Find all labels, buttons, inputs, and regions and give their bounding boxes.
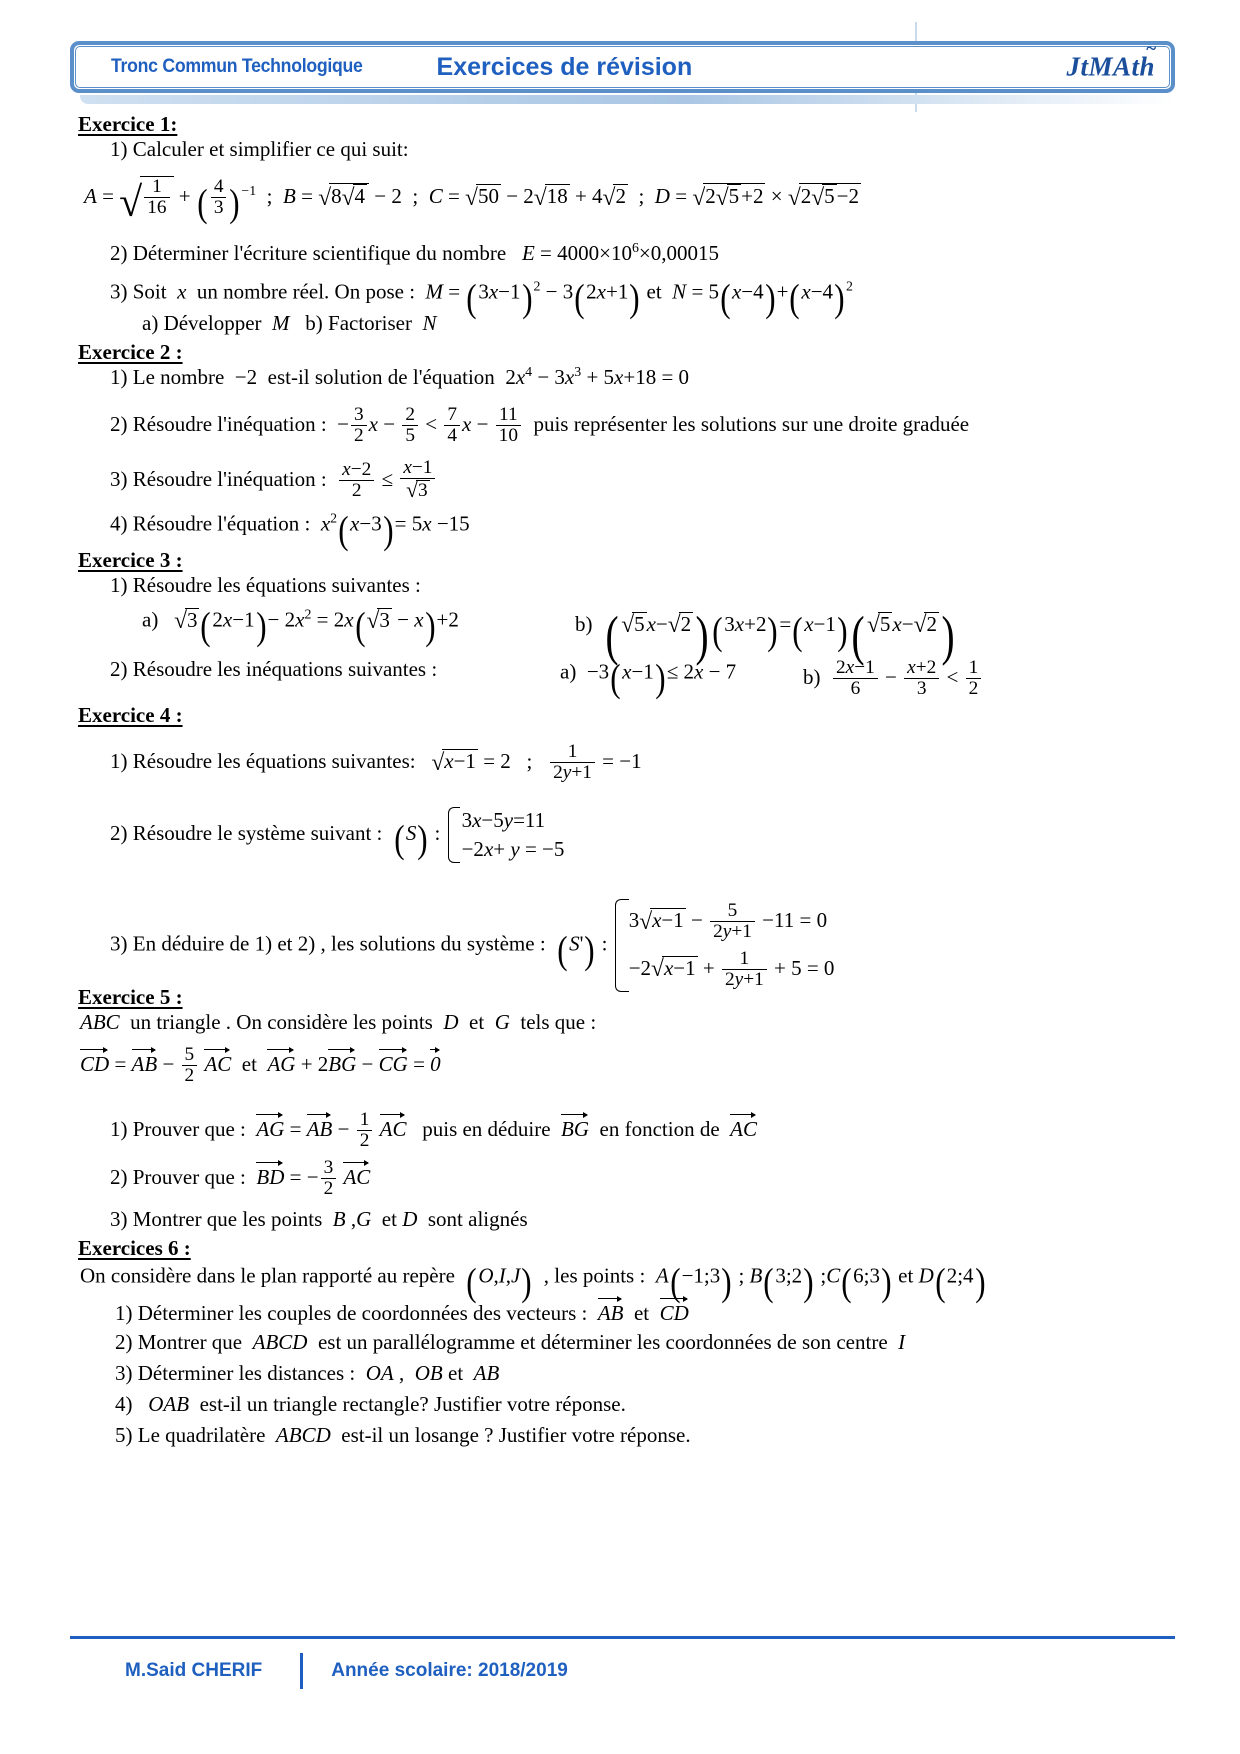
ex5-eq-et: et bbox=[241, 1052, 257, 1077]
exercice-1-title: Exercice 1: bbox=[78, 112, 178, 136]
ex3-item-2b-label: b) bbox=[803, 665, 821, 690]
ex3-item-1b-label: b) bbox=[575, 612, 593, 637]
exercice-3-title: Exercice 3 : bbox=[78, 548, 183, 572]
ex5-intro-a: un triangle . On considère les points bbox=[130, 1010, 433, 1034]
header-shadow bbox=[80, 95, 1175, 104]
ex1-item-3a: a) Développer bbox=[142, 311, 262, 335]
ex6-item-1b: et bbox=[633, 1301, 650, 1325]
footer-separator bbox=[300, 1653, 303, 1689]
ex3-item-2b: b) $\frac{2x-1}{6}$ − $\frac{x+2}{3}$ < $\frac{1}{2}$ bbox=[803, 658, 983, 700]
ex6-intro-b: , les points : bbox=[543, 1263, 646, 1288]
ex4-item-2-text: 2) Résoudre le système suivant : bbox=[110, 820, 383, 845]
page-title: Exercices de révision bbox=[436, 52, 693, 81]
ex5-item-3a: 3) Montrer que les points bbox=[110, 1207, 323, 1231]
ex5-item-2a: 2) Prouver que : bbox=[110, 1165, 246, 1190]
ex4-system-s: 3x−5y=11 −2x+ y = −5 bbox=[446, 806, 565, 864]
ex5-item-3b: , bbox=[350, 1207, 357, 1231]
ex4-item-1-text: 1) Résoudre les équations suivantes: bbox=[110, 749, 416, 774]
ex1-item-2-text: 2) Déterminer l'écriture scientifique du nombre bbox=[110, 241, 507, 265]
footer bbox=[70, 1648, 1175, 1694]
ex2-item-2: 2) Résoudre l'inéquation : − $\frac{3}{2}$ x − $\frac{2}{5}$ < $\frac{7}{4}$ x − $\frac{11}{10}$ puis représenter les solutions sur une droite graduée bbox=[110, 404, 970, 447]
ex5-item-1: 1) Prouver que : AG = AB − $\frac{1}{2}$ AC puis en déduire BG en fonction de AC bbox=[110, 1109, 757, 1152]
ex2-item-3: 3) Résoudre l'inéquation : $\frac{x-2}{2}$ ≤ $\frac{x-1}{√3}$ bbox=[110, 458, 437, 502]
ex4-item-1: 1) Résoudre les équations suivantes: √x−1 = 2 ; $\frac{1}{2y+1}$ = −1 bbox=[110, 741, 642, 784]
ex6-item-2a: 2) Montrer que bbox=[115, 1330, 243, 1354]
ex5-intro-b: et bbox=[469, 1010, 485, 1034]
ex6-intro: On considère dans le plan rapporté au repère (O,I,J) , les points : A(−1;3) ; B(3;2) ;C(6;3) et D(2;4) bbox=[80, 1261, 986, 1304]
ex4-system-s-prime: 3√x−1 − $\frac{5}{2y+1}$ −11 = 0 −2√x−1 + $\frac{1}{2y+1}$ + 5 = 0 bbox=[613, 898, 835, 993]
ex6-item-4: 4) OAB est-il un triangle rectangle? Justifier votre réponse. bbox=[115, 1392, 626, 1416]
ex2-item-2a: 2) Résoudre l'inéquation : bbox=[110, 412, 327, 437]
ex6-item-5: 5) Le quadrilatère ABCD est-il un losange ? Justifier votre réponse. bbox=[115, 1423, 691, 1447]
ex3-item-1a: a) $√3(2x-1)- 2x^2 = 2x(√3 - x)+2$ bbox=[142, 605, 459, 648]
ex4-item-3: 3) En déduire de 1) et 2) , les solutions du système : (S') : 3√x−1 − $\frac{5}{2y+1}$ −11 = 0 −2√x−1 + $\frac{1}{2y+1}$ + 5 = 0 bbox=[110, 898, 834, 993]
ex5-item-3c: et bbox=[381, 1207, 397, 1231]
ex1-item-3b: b) Factoriser bbox=[305, 311, 412, 335]
ex5-item-3d: sont alignés bbox=[427, 1207, 528, 1231]
ex6-item-3c: et bbox=[448, 1361, 464, 1385]
ex2-item-1: 1) Le nombre −2 est-il solution de l'équation $2x^4 - 3x^3 + 5x+18 = 0$ bbox=[110, 364, 690, 389]
exercice-5-title: Exercice 5 : bbox=[78, 985, 183, 1009]
ex6-item-4b: est-il un triangle rectangle? Justifier votre réponse. bbox=[199, 1392, 626, 1416]
ex1-item-2: 2) Déterminer l'écriture scientifique du nombre $E = 4000\times 10^6\times 0,00015$ bbox=[110, 240, 720, 265]
ex5-intro-c: tels que : bbox=[520, 1010, 597, 1034]
ex6-item-2b: est un parallélogramme et déterminer les coordonnées de son centre bbox=[317, 1330, 888, 1354]
ex3-item-2a-label: a) bbox=[560, 659, 577, 684]
ex3-item-2a: a) −3(x−1)≤ 2x − 7 bbox=[560, 657, 737, 700]
ex5-item-2: 2) Prouver que : BD = − $\frac{3}{2}$ AC bbox=[110, 1157, 371, 1200]
ex2-item-4a: 4) Résoudre l'équation : bbox=[110, 511, 311, 536]
header-course-label: Tronc Commun Technologique bbox=[111, 56, 363, 77]
header-banner bbox=[70, 41, 1175, 93]
ex1-item-3-et: et bbox=[646, 279, 662, 304]
ex6-item-1: 1) Déterminer les couples de coordonnées des vecteurs : AB et CD bbox=[115, 1301, 689, 1325]
exercice-4-title: Exercice 4 : bbox=[78, 703, 183, 727]
ex3-item-1a-label: a) bbox=[142, 607, 159, 632]
ex2-item-1b: est-il solution de l'équation bbox=[267, 365, 495, 389]
ex5-item-3: 3) Montrer que les points B ,G et D sont alignés bbox=[110, 1207, 528, 1231]
ex5-item-1a: 1) Prouver que : bbox=[110, 1117, 246, 1142]
ex5-intro: ABC un triangle . On considère les points D et G tels que : bbox=[80, 1010, 597, 1034]
footer-divider bbox=[70, 1636, 1175, 1639]
exercice-2-title: Exercice 2 : bbox=[78, 340, 183, 364]
ex3-item-1b: b) ( √5x−√2)(3x+2)=(x−1)( √5x−√2) bbox=[575, 605, 955, 666]
ex1-item-3-mid: un nombre réel. On pose : bbox=[196, 279, 416, 304]
ex1-item-3: 3) Soit x un nombre réel. On pose : $M = (3x-1)^2 - 3(2x+1)$ et $N = 5(x-4)+(x-4)^2$ bbox=[110, 277, 853, 320]
ex6-item-3a: 3) Déterminer les distances : bbox=[115, 1361, 356, 1385]
ex6-intro-a: On considère dans le plan rapporté au repère bbox=[80, 1263, 455, 1288]
ex1-item-1: 1) Calculer et simplifier ce qui suit: bbox=[110, 137, 409, 161]
ex2-item-4: 4) Résoudre l'équation : $x^2(x-3)= 5x -15$ bbox=[110, 509, 470, 552]
ex2-item-3a: 3) Résoudre l'inéquation : bbox=[110, 466, 327, 491]
ex6-item-3: 3) Déterminer les distances : OA , OB et AB bbox=[115, 1361, 500, 1385]
ex4-item-3-text: 3) En déduire de 1) et 2) , les solutions du système : bbox=[110, 931, 546, 956]
exercice-6-title: Exercices 6 : bbox=[78, 1236, 191, 1260]
ex2-item-2b: puis représenter les solutions sur une droite graduée bbox=[533, 412, 970, 437]
ex1-formulas: A = √ $\frac{1}{16}$ + ( $\frac{4}{3}$ )$^{-1}$ ; B = √8√4 − 2 ; C = √50 − 2√18 + 4√2 ; D = √2√5+2 × √2√5−2 bbox=[84, 176, 859, 226]
ex5-item-1c: en fonction de bbox=[599, 1117, 720, 1142]
ex1-item-3ab: a) Développer M b) Factoriser N bbox=[142, 311, 437, 335]
ex4-item-2: 2) Résoudre le système suivant : (S) : 3x−5y=11 −2x+ y = −5 bbox=[110, 806, 564, 864]
ex6-item-1a: 1) Déterminer les couples de coordonnées des vecteurs : bbox=[115, 1301, 588, 1325]
ex5-vector-equations: CD = AB − $\frac{5}{2}$ AC et AG + 2BG − CG = 0 bbox=[80, 1044, 441, 1087]
ex5-item-1b: puis en déduire bbox=[422, 1117, 551, 1142]
ex1-item-3-pre: 3) Soit bbox=[110, 279, 167, 304]
header-inner-frame bbox=[75, 46, 1170, 88]
ex6-item-5b: est-il un losange ? Justifier votre réponse. bbox=[341, 1423, 691, 1447]
ex6-item-4a: 4) bbox=[115, 1392, 133, 1416]
brand-logo bbox=[1066, 52, 1155, 83]
footer-school-year: Année scolaire: 2018/2019 bbox=[331, 1660, 568, 1681]
brand-logo-text: JtMAth ~ bbox=[1066, 52, 1155, 82]
ex3-item-2: 2) Résoudre les inéquations suivantes : bbox=[110, 657, 438, 681]
ex2-item-1a: 1) Le nombre bbox=[110, 365, 225, 389]
ex3-item-1: 1) Résoudre les équations suivantes : bbox=[110, 573, 421, 597]
footer-author: M.Said CHERIF bbox=[125, 1660, 263, 1681]
ex6-item-5a: 5) Le quadrilatère bbox=[115, 1423, 266, 1447]
ex6-item-2: 2) Montrer que ABCD est un parallélogramme et déterminer les coordonnées de son centre I bbox=[115, 1330, 906, 1354]
ex6-item-3b: , bbox=[399, 1361, 405, 1385]
